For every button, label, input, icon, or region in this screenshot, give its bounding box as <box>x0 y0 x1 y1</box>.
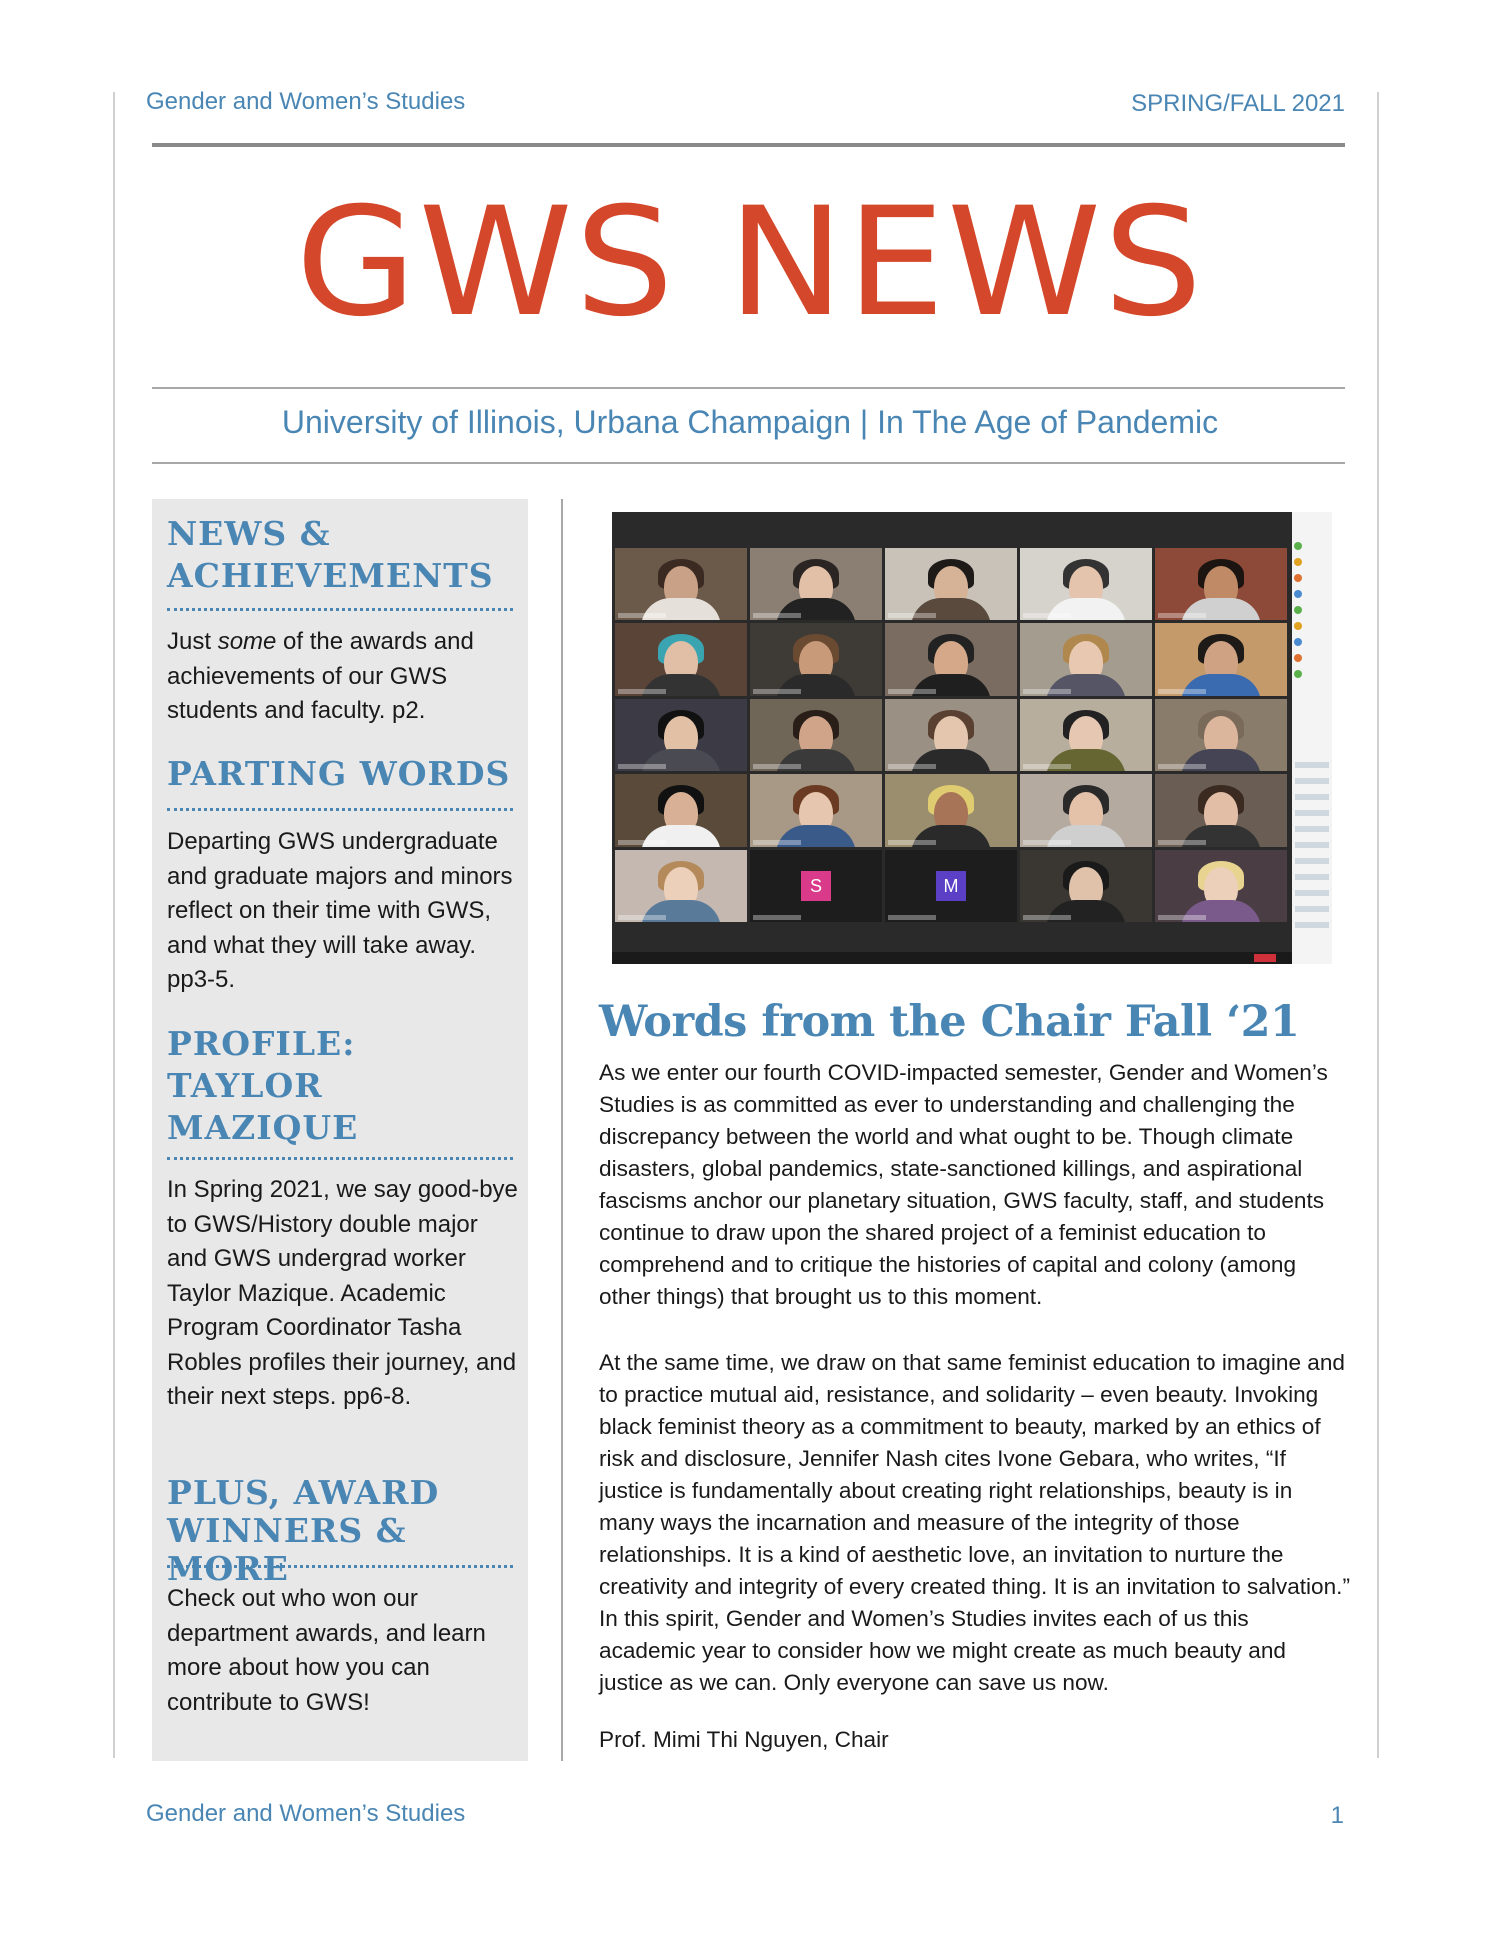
video-tile <box>615 699 747 771</box>
video-tile <box>1155 548 1287 620</box>
header-department: Gender and Women’s Studies <box>146 88 466 115</box>
video-tile <box>615 548 747 620</box>
video-tile <box>1020 850 1152 922</box>
video-tile <box>885 774 1017 846</box>
subtitle-rule-bottom <box>152 462 1345 464</box>
sidebar-divider <box>167 808 513 811</box>
sidebar-divider <box>167 608 513 611</box>
sidebar-body-parting: Departing GWS undergraduate and graduate majors and minors reflect on their time with GWS, and what they will take away. pp3-5. <box>167 828 513 993</box>
header-issue: SPRING/FALL 2021 <box>1131 90 1345 117</box>
video-tile <box>1155 774 1287 846</box>
page-border-left <box>113 92 115 1758</box>
zoom-end-button <box>1254 954 1276 962</box>
video-tile <box>1155 850 1287 922</box>
video-grid <box>615 548 1287 922</box>
video-tile <box>885 548 1017 620</box>
video-tile <box>615 623 747 695</box>
article-paragraph-1: As we enter our fourth COVID-impacted semester, Gender and Women’s Studies is as committed as ever to understanding and challenging the discrepancy between the world and what ought to be. Though climate disasters, global pandemics, state-sanctioned killings, and aspirational fascisms anchor our planetary situation, GWS faculty, staff, and students continue to draw upon the shared project of a feminist education to comprehend and to critique the histories of capital and colony (among other things) that brought us to this moment. <box>599 1060 1328 1309</box>
video-tile <box>885 699 1017 771</box>
zoom-side-panel <box>1292 512 1332 964</box>
header-rule <box>152 143 1345 147</box>
video-tile <box>1020 623 1152 695</box>
video-tile <box>615 850 747 922</box>
avatar: M <box>936 871 966 901</box>
article-signature: Prof. Mimi Thi Nguyen, Chair <box>599 1727 889 1752</box>
masthead-title: GWS NEWS <box>295 176 1205 350</box>
sidebar-heading-plus: PLUS, AWARD WINNERS & MORE <box>167 1473 440 1588</box>
video-tile-avatar-s <box>750 850 882 922</box>
video-tile <box>750 623 882 695</box>
sidebar-heading-news: NEWS & ACHIEVEMENTS <box>167 514 494 595</box>
avatar: S <box>801 871 831 901</box>
sidebar-body-plus: Check out who won our department awards, and learn more about how you can contribute to GWS! <box>167 1585 486 1716</box>
video-tile <box>1155 623 1287 695</box>
subtitle: University of Illinois, Urbana Champaign | In The Age of Pandemic <box>281 404 1219 440</box>
sidebar-heading-parting: PARTING WORDS <box>167 754 511 793</box>
video-tile <box>750 699 882 771</box>
video-tile <box>1020 774 1152 846</box>
zoom-toolbar <box>612 952 1292 964</box>
article-title: Words from the Chair Fall ‘21 <box>599 997 1300 1047</box>
video-tile <box>1155 699 1287 771</box>
column-divider <box>561 499 563 1761</box>
sidebar <box>152 499 528 1761</box>
footer-department: Gender and Women’s Studies <box>146 1800 466 1827</box>
sidebar-divider <box>167 1157 513 1160</box>
video-tile <box>885 623 1017 695</box>
page-border-right <box>1377 92 1379 1758</box>
page-number: 1 <box>1330 1802 1344 1829</box>
sidebar-body-news: Just some of the awards and achievements of our GWS students and faculty. p2. <box>167 628 474 724</box>
sidebar-heading-profile: PROFILE: TAYLOR MAZIQUE <box>167 1024 359 1147</box>
subtitle-rule-top <box>152 387 1345 389</box>
video-tile <box>615 774 747 846</box>
article-paragraph-2: At the same time, we draw on that same feminist education to imagine and to practice mutual aid, resistance, and solidarity – even beauty. Invoking black feminist theory as a commitment to beauty, marked by an ethics of risk and disclosure, Jennifer Nash cites Ivone Gebara, who writes, “If justice is fundamentally about creating right relationships, beauty is in many ways the incarnation and measure of the integrity of those relationships. It is a kind of aesthetic love, an invitation to nurture the creativity and integrity of every created thing. It is an invitation to salvation.” In this spirit, Gender and Women’s Studies invites each of us this academic year to consider how we might create as much beauty and justice as we can. Only everyone can save us now. <box>599 1350 1350 1695</box>
sidebar-body-profile: In Spring 2021, we say good-bye to GWS/History double major and GWS undergrad worker Taylor Mazique. Academic Program Coordinator Tasha Robles profiles their journey, and their next steps. pp6-8. <box>167 1176 518 1410</box>
video-tile <box>750 548 882 620</box>
video-tile <box>750 774 882 846</box>
video-tile <box>1020 548 1152 620</box>
sidebar-divider <box>167 1565 513 1568</box>
video-tile-avatar-m <box>885 850 1017 922</box>
zoom-meeting-photo <box>612 512 1332 964</box>
video-tile <box>1020 699 1152 771</box>
